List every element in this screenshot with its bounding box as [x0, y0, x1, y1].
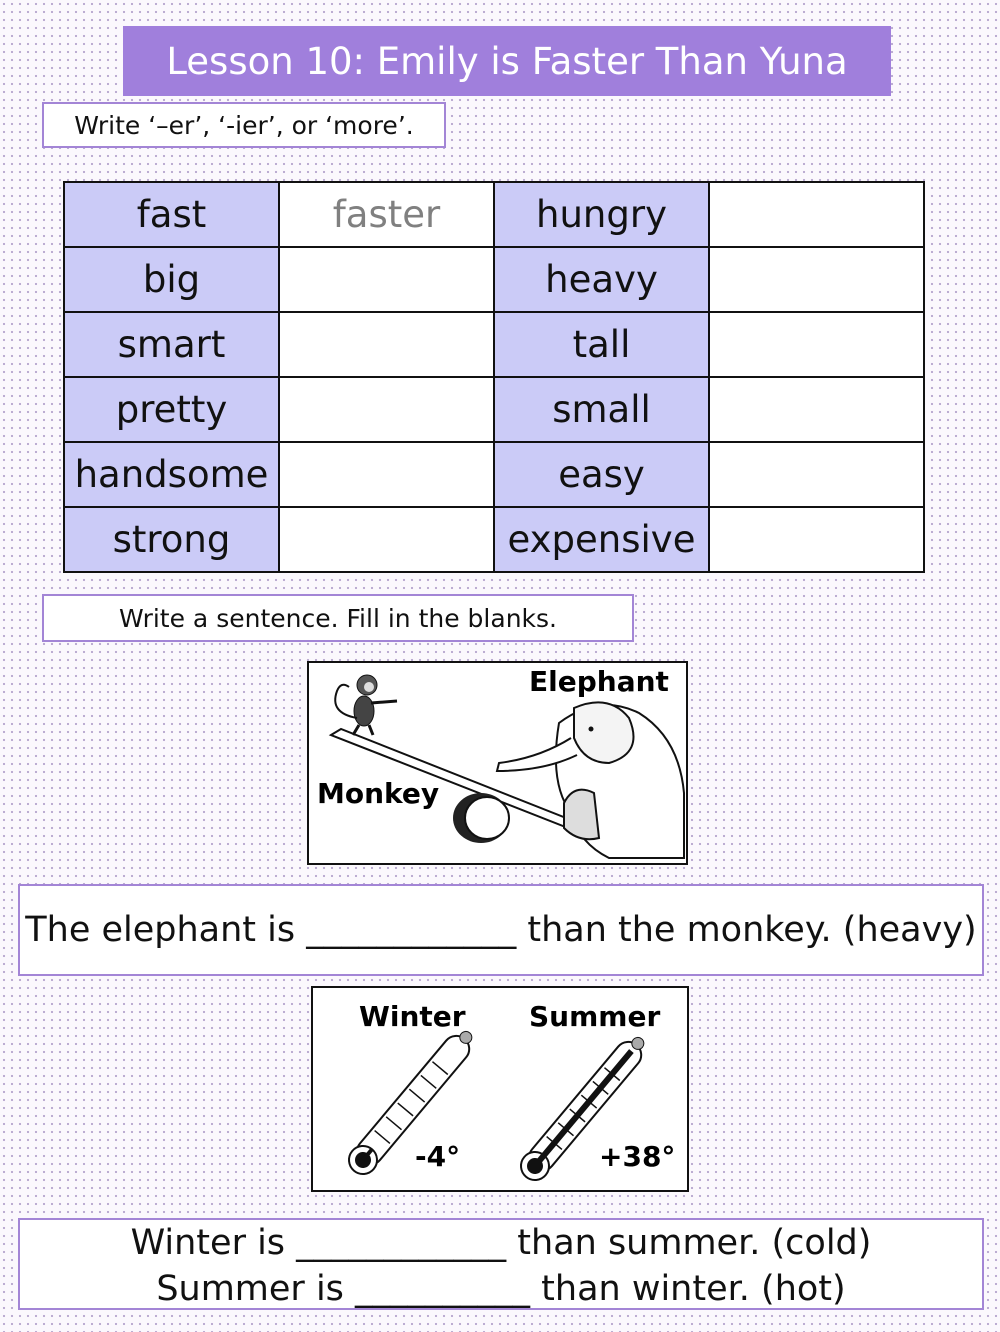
elephant-icon: [497, 702, 684, 858]
answer-cell[interactable]: [709, 247, 924, 312]
answer-cell[interactable]: [279, 507, 494, 572]
sentence-hot[interactable]: Summer is __________ than winter. (hot): [156, 1269, 846, 1309]
summer-temperature: +38°: [599, 1140, 676, 1173]
base-word: small: [494, 377, 709, 442]
base-word: fast: [64, 182, 279, 247]
base-word: tall: [494, 312, 709, 377]
answer-cell[interactable]: [709, 182, 924, 247]
comparative-table: [63, 181, 925, 573]
monkey-label: Monkey: [317, 777, 440, 810]
table-row: [64, 182, 924, 247]
table-row: [64, 247, 924, 312]
table-row: [64, 507, 924, 572]
elephant-label: Elephant: [529, 665, 669, 698]
instruction-suffix: Write ‘–er’, ‘-ier’, or ‘more’.: [42, 102, 446, 148]
base-word: big: [64, 247, 279, 312]
base-word: smart: [64, 312, 279, 377]
monkey-icon: [335, 675, 397, 735]
answer-cell[interactable]: [709, 312, 924, 377]
thermometer-drawing: [313, 988, 687, 1190]
answer-cell[interactable]: [279, 377, 494, 442]
sentence-cold[interactable]: Winter is ____________ than summer. (cold): [130, 1223, 872, 1263]
base-word: expensive: [494, 507, 709, 572]
answer-cell[interactable]: [709, 377, 924, 442]
base-word: strong: [64, 507, 279, 572]
answer-cell[interactable]: [709, 507, 924, 572]
thermometer-illustration: [311, 986, 689, 1192]
table-row: [64, 377, 924, 442]
table-row: [64, 312, 924, 377]
sentence-heavy[interactable]: The elephant is ____________ than the monkey. (heavy): [25, 910, 977, 950]
base-word: hungry: [494, 182, 709, 247]
sentence-box-temperature: [18, 1218, 984, 1310]
winter-label: Winter: [359, 1000, 466, 1033]
base-word: handsome: [64, 442, 279, 507]
answer-cell[interactable]: [279, 442, 494, 507]
answer-cell[interactable]: [709, 442, 924, 507]
base-word: heavy: [494, 247, 709, 312]
seesaw-illustration: [307, 661, 688, 865]
answer-cell[interactable]: [279, 247, 494, 312]
base-word: easy: [494, 442, 709, 507]
base-word: pretty: [64, 377, 279, 442]
table-row: [64, 442, 924, 507]
sentence-box-heavy: [18, 884, 984, 976]
page-title: Lesson 10: Emily is Faster Than Yuna: [123, 26, 891, 96]
seesaw-drawing: [309, 663, 686, 863]
answer-cell[interactable]: faster: [279, 182, 494, 247]
winter-temperature: -4°: [415, 1140, 461, 1173]
instruction-sentence: Write a sentence. Fill in the blanks.: [42, 594, 634, 642]
summer-label: Summer: [529, 1000, 661, 1033]
answer-cell[interactable]: [279, 312, 494, 377]
